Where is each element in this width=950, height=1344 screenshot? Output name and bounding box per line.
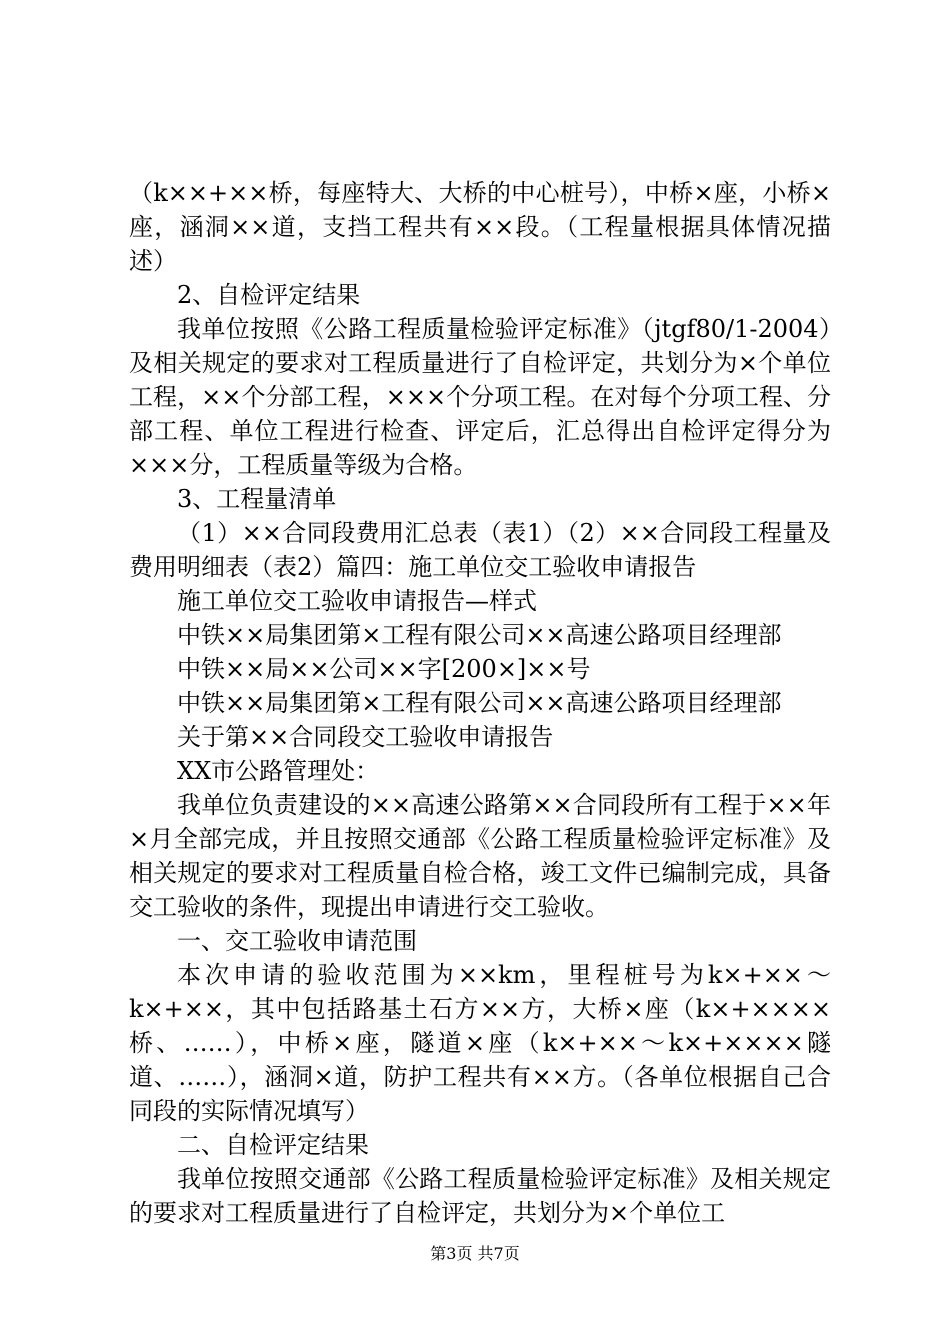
paragraph: 本次申请的验收范围为××km，里程桩号为k×+××～k×+××，其中包括路基土石方××方，大桥×座（k×+××××桥、……），中桥×座，隧道×座（k×+××～k×+××××隧道、……），涵洞×道，防护工程共有××方。（各单位根据自己合同段的实际情况填写） <box>129 961 831 1125</box>
paragraph: 二、自检评定结果 <box>177 1131 369 1159</box>
paragraph: 中铁××局××公司××字[200×]××号 <box>177 655 591 683</box>
paragraph: 中铁××局集团第×工程有限公司××高速公路项目经理部 <box>177 689 782 717</box>
paragraph: 一、交工验收申请范围 <box>177 927 417 955</box>
paragraph: 我单位按照交通部《公路工程质量检验评定标准》及相关规定的要求对工程质量进行了自检评定，共划分为×个单位工 <box>129 1165 831 1227</box>
paragraph: 中铁××局集团第×工程有限公司××高速公路项目经理部 <box>177 621 782 649</box>
page-footer: 第3页 共7页 <box>430 1244 520 1263</box>
paragraph: 我单位负责建设的××高速公路第××合同段所有工程于××年×月全部完成，并且按照交通部《公路工程质量检验评定标准》及相关规定的要求对工程质量自检合格，竣工文件已编制完成，具备交工验收的条件，现提出申请进行交工验收。 <box>129 791 831 921</box>
paragraph: 2、自检评定结果 <box>177 281 361 309</box>
paragraph: 施工单位交工验收申请报告—样式 <box>177 587 537 615</box>
paragraph: XX市公路管理处： <box>177 757 380 785</box>
paragraph: （1）××合同段费用汇总表（表1）（2）××合同段工程量及费用明细表（表2）篇四：施工单位交工验收申请报告 <box>129 519 831 581</box>
paragraph: 3、工程量清单 <box>177 485 337 513</box>
paragraph: （k××+××桥，每座特大、大桥的中心桩号），中桥×座，小桥×座，涵洞××道，支挡工程共有××段。（工程量根据具体情况描述） <box>129 179 831 275</box>
paragraph: 关于第××合同段交工验收申请报告 <box>177 723 554 751</box>
paragraph: 我单位按照《公路工程质量检验评定标准》（jtgf80/1-2004）及相关规定的要求对工程质量进行了自检评定，共划分为×个单位工程，××个分部工程，×××个分项工程。在对每个分项工程、分部工程、单位工程进行检查、评定后，汇总得出自检评定得分为×××分，工程质量等级为合格。 <box>129 315 831 479</box>
document-body <box>129 176 831 1230</box>
